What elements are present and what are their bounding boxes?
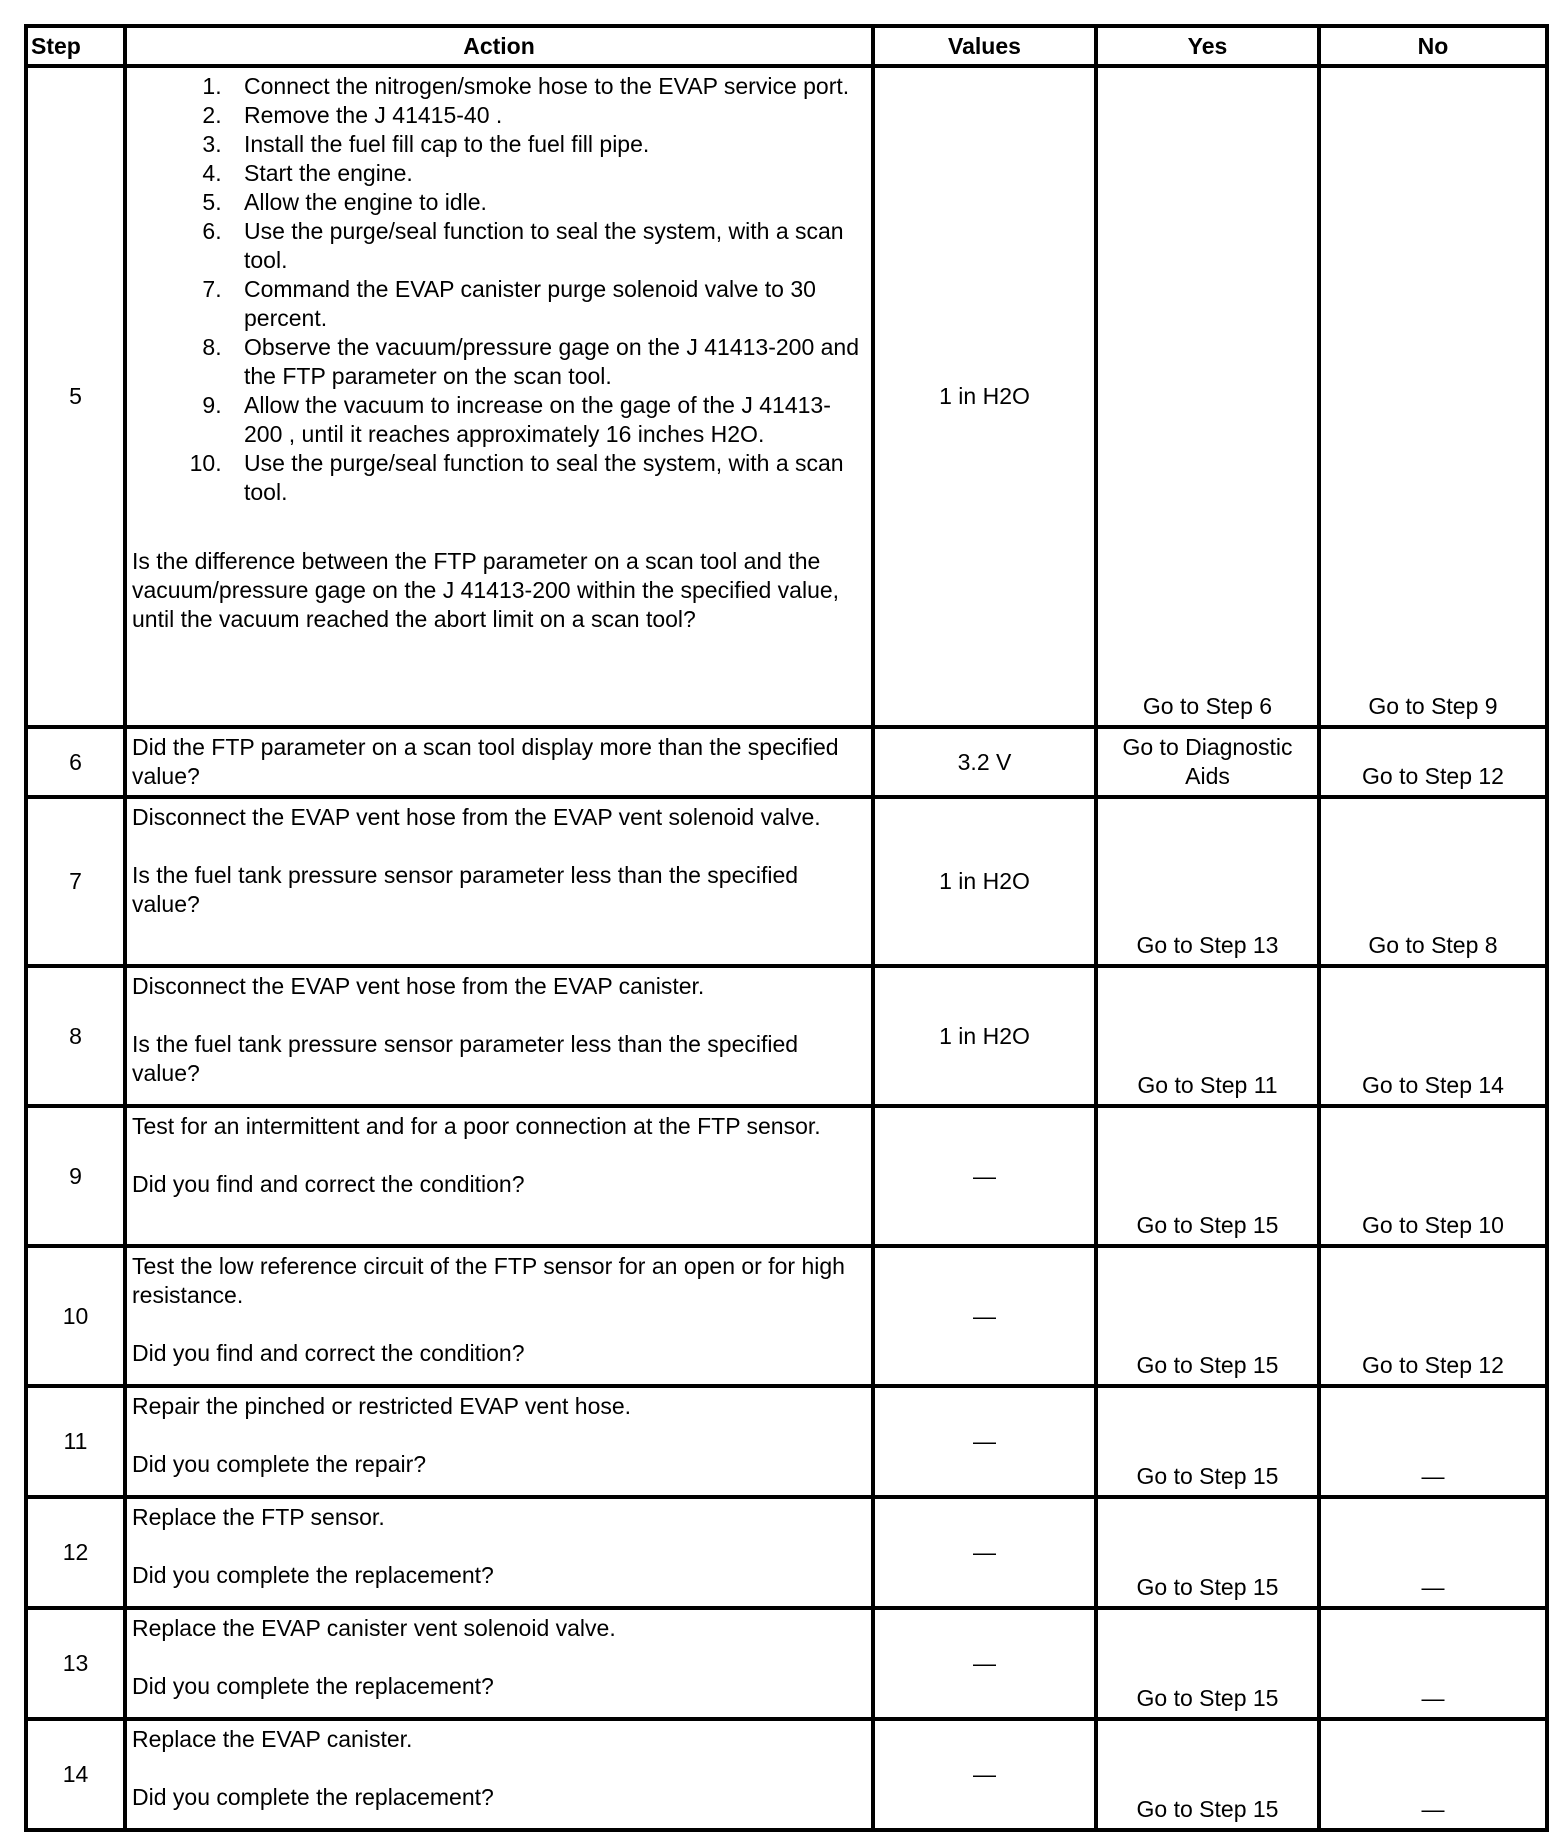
action-instruction: Repair the pinched or restricted EVAP vent hose. bbox=[132, 1393, 632, 1419]
yes-cell: Go to Step 15 bbox=[1096, 1386, 1319, 1497]
action-instruction: Replace the EVAP canister vent solenoid valve. bbox=[132, 1615, 616, 1641]
values-cell: — bbox=[873, 1246, 1096, 1386]
yes-cell bbox=[1096, 727, 1319, 797]
action-question: Did you complete the replacement? bbox=[132, 1673, 494, 1699]
step-number: 13 bbox=[26, 1608, 125, 1719]
values-cell: — bbox=[873, 1497, 1096, 1608]
action-question: Is the fuel tank pressure sensor parameter less than the specified value? bbox=[132, 862, 799, 917]
list-item: 7. Command the EVAP canister purge solenoid valve to 30 percent. bbox=[228, 275, 863, 333]
values-cell: 1 in H2O bbox=[873, 66, 1096, 727]
no-cell: Go to Step 12 bbox=[1319, 727, 1547, 797]
action-question: Is the fuel tank pressure sensor parameter less than the specified value? bbox=[132, 1031, 799, 1086]
yes-cell: Go to Step 11 bbox=[1096, 966, 1319, 1106]
values-cell: 1 in H2O bbox=[873, 797, 1096, 966]
action-cell bbox=[125, 1719, 873, 1830]
action-instruction: Disconnect the EVAP vent hose from the EVAP vent solenoid valve. bbox=[132, 804, 821, 830]
action-steps-list bbox=[132, 72, 863, 507]
action-question: Did you complete the replacement? bbox=[132, 1784, 494, 1810]
action-question: Did you complete the replacement? bbox=[132, 1562, 494, 1588]
table-row-step-10 bbox=[26, 1246, 1547, 1386]
list-item: 6. Use the purge/seal function to seal the system, with a scan tool. bbox=[228, 217, 863, 275]
table-row-step-13 bbox=[26, 1608, 1547, 1719]
values-cell: — bbox=[873, 1106, 1096, 1246]
action-cell bbox=[125, 1246, 873, 1386]
list-item: 5. Allow the engine to idle. bbox=[228, 188, 863, 217]
action-instruction: Replace the FTP sensor. bbox=[132, 1504, 385, 1530]
step-number: 11 bbox=[26, 1386, 125, 1497]
action-instruction: Test for an intermittent and for a poor connection at the FTP sensor. bbox=[132, 1113, 821, 1139]
header-yes: Yes bbox=[1096, 26, 1319, 66]
values-cell: — bbox=[873, 1719, 1096, 1830]
step-number: 9 bbox=[26, 1106, 125, 1246]
step-number: 6 bbox=[26, 727, 125, 797]
action-instruction: Disconnect the EVAP vent hose from the EVAP canister. bbox=[132, 973, 705, 999]
step-number: 5 bbox=[26, 66, 125, 727]
yes-cell: Go to Step 15 bbox=[1096, 1497, 1319, 1608]
values-cell: — bbox=[873, 1608, 1096, 1719]
header-no: No bbox=[1319, 26, 1547, 66]
step-number: 8 bbox=[26, 966, 125, 1106]
table-row-step-12 bbox=[26, 1497, 1547, 1608]
list-item: 8. Observe the vacuum/pressure gage on the J 41413-200 and the FTP parameter on the scan tool. bbox=[228, 333, 863, 391]
list-item: 1. Connect the nitrogen/smoke hose to the EVAP service port. bbox=[228, 72, 863, 101]
action-question: Is the difference between the FTP parameter on a scan tool and the vacuum/pressure gage on the J 41413-200 within the specified value, until the vacuum reached the abort limit on a scan tool? bbox=[132, 548, 840, 632]
action-cell bbox=[125, 727, 873, 797]
table-row-step-5 bbox=[26, 66, 1547, 727]
table-row-step-14 bbox=[26, 1719, 1547, 1830]
action-question: Did you find and correct the condition? bbox=[132, 1340, 525, 1366]
diagnostic-table bbox=[24, 24, 1549, 1832]
header-values: Values bbox=[873, 26, 1096, 66]
no-cell: Go to Step 10 bbox=[1319, 1106, 1547, 1246]
yes-text: Go to Diagnostic Aids bbox=[1122, 734, 1293, 789]
step-number: 12 bbox=[26, 1497, 125, 1608]
table-row-step-8 bbox=[26, 966, 1547, 1106]
table-row-step-6 bbox=[26, 727, 1547, 797]
yes-cell: Go to Step 15 bbox=[1096, 1106, 1319, 1246]
header-action: Action bbox=[125, 26, 873, 66]
yes-cell: Go to Step 15 bbox=[1096, 1719, 1319, 1830]
yes-cell: Go to Step 13 bbox=[1096, 797, 1319, 966]
no-cell: — bbox=[1319, 1497, 1547, 1608]
action-question: Did you find and correct the condition? bbox=[132, 1171, 525, 1197]
step-number: 14 bbox=[26, 1719, 125, 1830]
action-question: Did the FTP parameter on a scan tool display more than the specified value? bbox=[132, 734, 839, 789]
action-instruction: Replace the EVAP canister. bbox=[132, 1726, 413, 1752]
table-row-step-7 bbox=[26, 797, 1547, 966]
values-cell: 1 in H2O bbox=[873, 966, 1096, 1106]
values-cell: 3.2 V bbox=[873, 727, 1096, 797]
action-cell bbox=[125, 966, 873, 1106]
step-number: 10 bbox=[26, 1246, 125, 1386]
no-cell: — bbox=[1319, 1608, 1547, 1719]
table-row-step-9 bbox=[26, 1106, 1547, 1246]
no-cell: Go to Step 9 bbox=[1319, 66, 1547, 727]
action-cell bbox=[125, 1608, 873, 1719]
no-cell: Go to Step 14 bbox=[1319, 966, 1547, 1106]
yes-cell: Go to Step 15 bbox=[1096, 1608, 1319, 1719]
step-number: 7 bbox=[26, 797, 125, 966]
no-cell: Go to Step 8 bbox=[1319, 797, 1547, 966]
header-step: Step bbox=[26, 26, 125, 66]
yes-cell: Go to Step 15 bbox=[1096, 1246, 1319, 1386]
list-item: 9. Allow the vacuum to increase on the gage of the J 41413-200 , until it reaches approximately 16 inches H2O. bbox=[228, 391, 863, 449]
no-cell: — bbox=[1319, 1386, 1547, 1497]
list-item: 10. Use the purge/seal function to seal the system, with a scan tool. bbox=[228, 449, 863, 507]
list-item: 4. Start the engine. bbox=[228, 159, 863, 188]
list-item: 2. Remove the J 41415-40 . bbox=[228, 101, 863, 130]
action-cell bbox=[125, 1106, 873, 1246]
no-cell: — bbox=[1319, 1719, 1547, 1830]
values-cell: — bbox=[873, 1386, 1096, 1497]
table-row-step-11 bbox=[26, 1386, 1547, 1497]
action-cell bbox=[125, 1386, 873, 1497]
action-instruction: Test the low reference circuit of the FTP sensor for an open or for high resistance. bbox=[132, 1253, 845, 1308]
action-cell bbox=[125, 797, 873, 966]
action-cell bbox=[125, 66, 873, 727]
yes-cell: Go to Step 6 bbox=[1096, 66, 1319, 727]
no-cell: Go to Step 12 bbox=[1319, 1246, 1547, 1386]
action-cell bbox=[125, 1497, 873, 1608]
action-question: Did you complete the repair? bbox=[132, 1451, 427, 1477]
list-item: 3. Install the fuel fill cap to the fuel fill pipe. bbox=[228, 130, 863, 159]
header-row bbox=[26, 26, 1547, 66]
